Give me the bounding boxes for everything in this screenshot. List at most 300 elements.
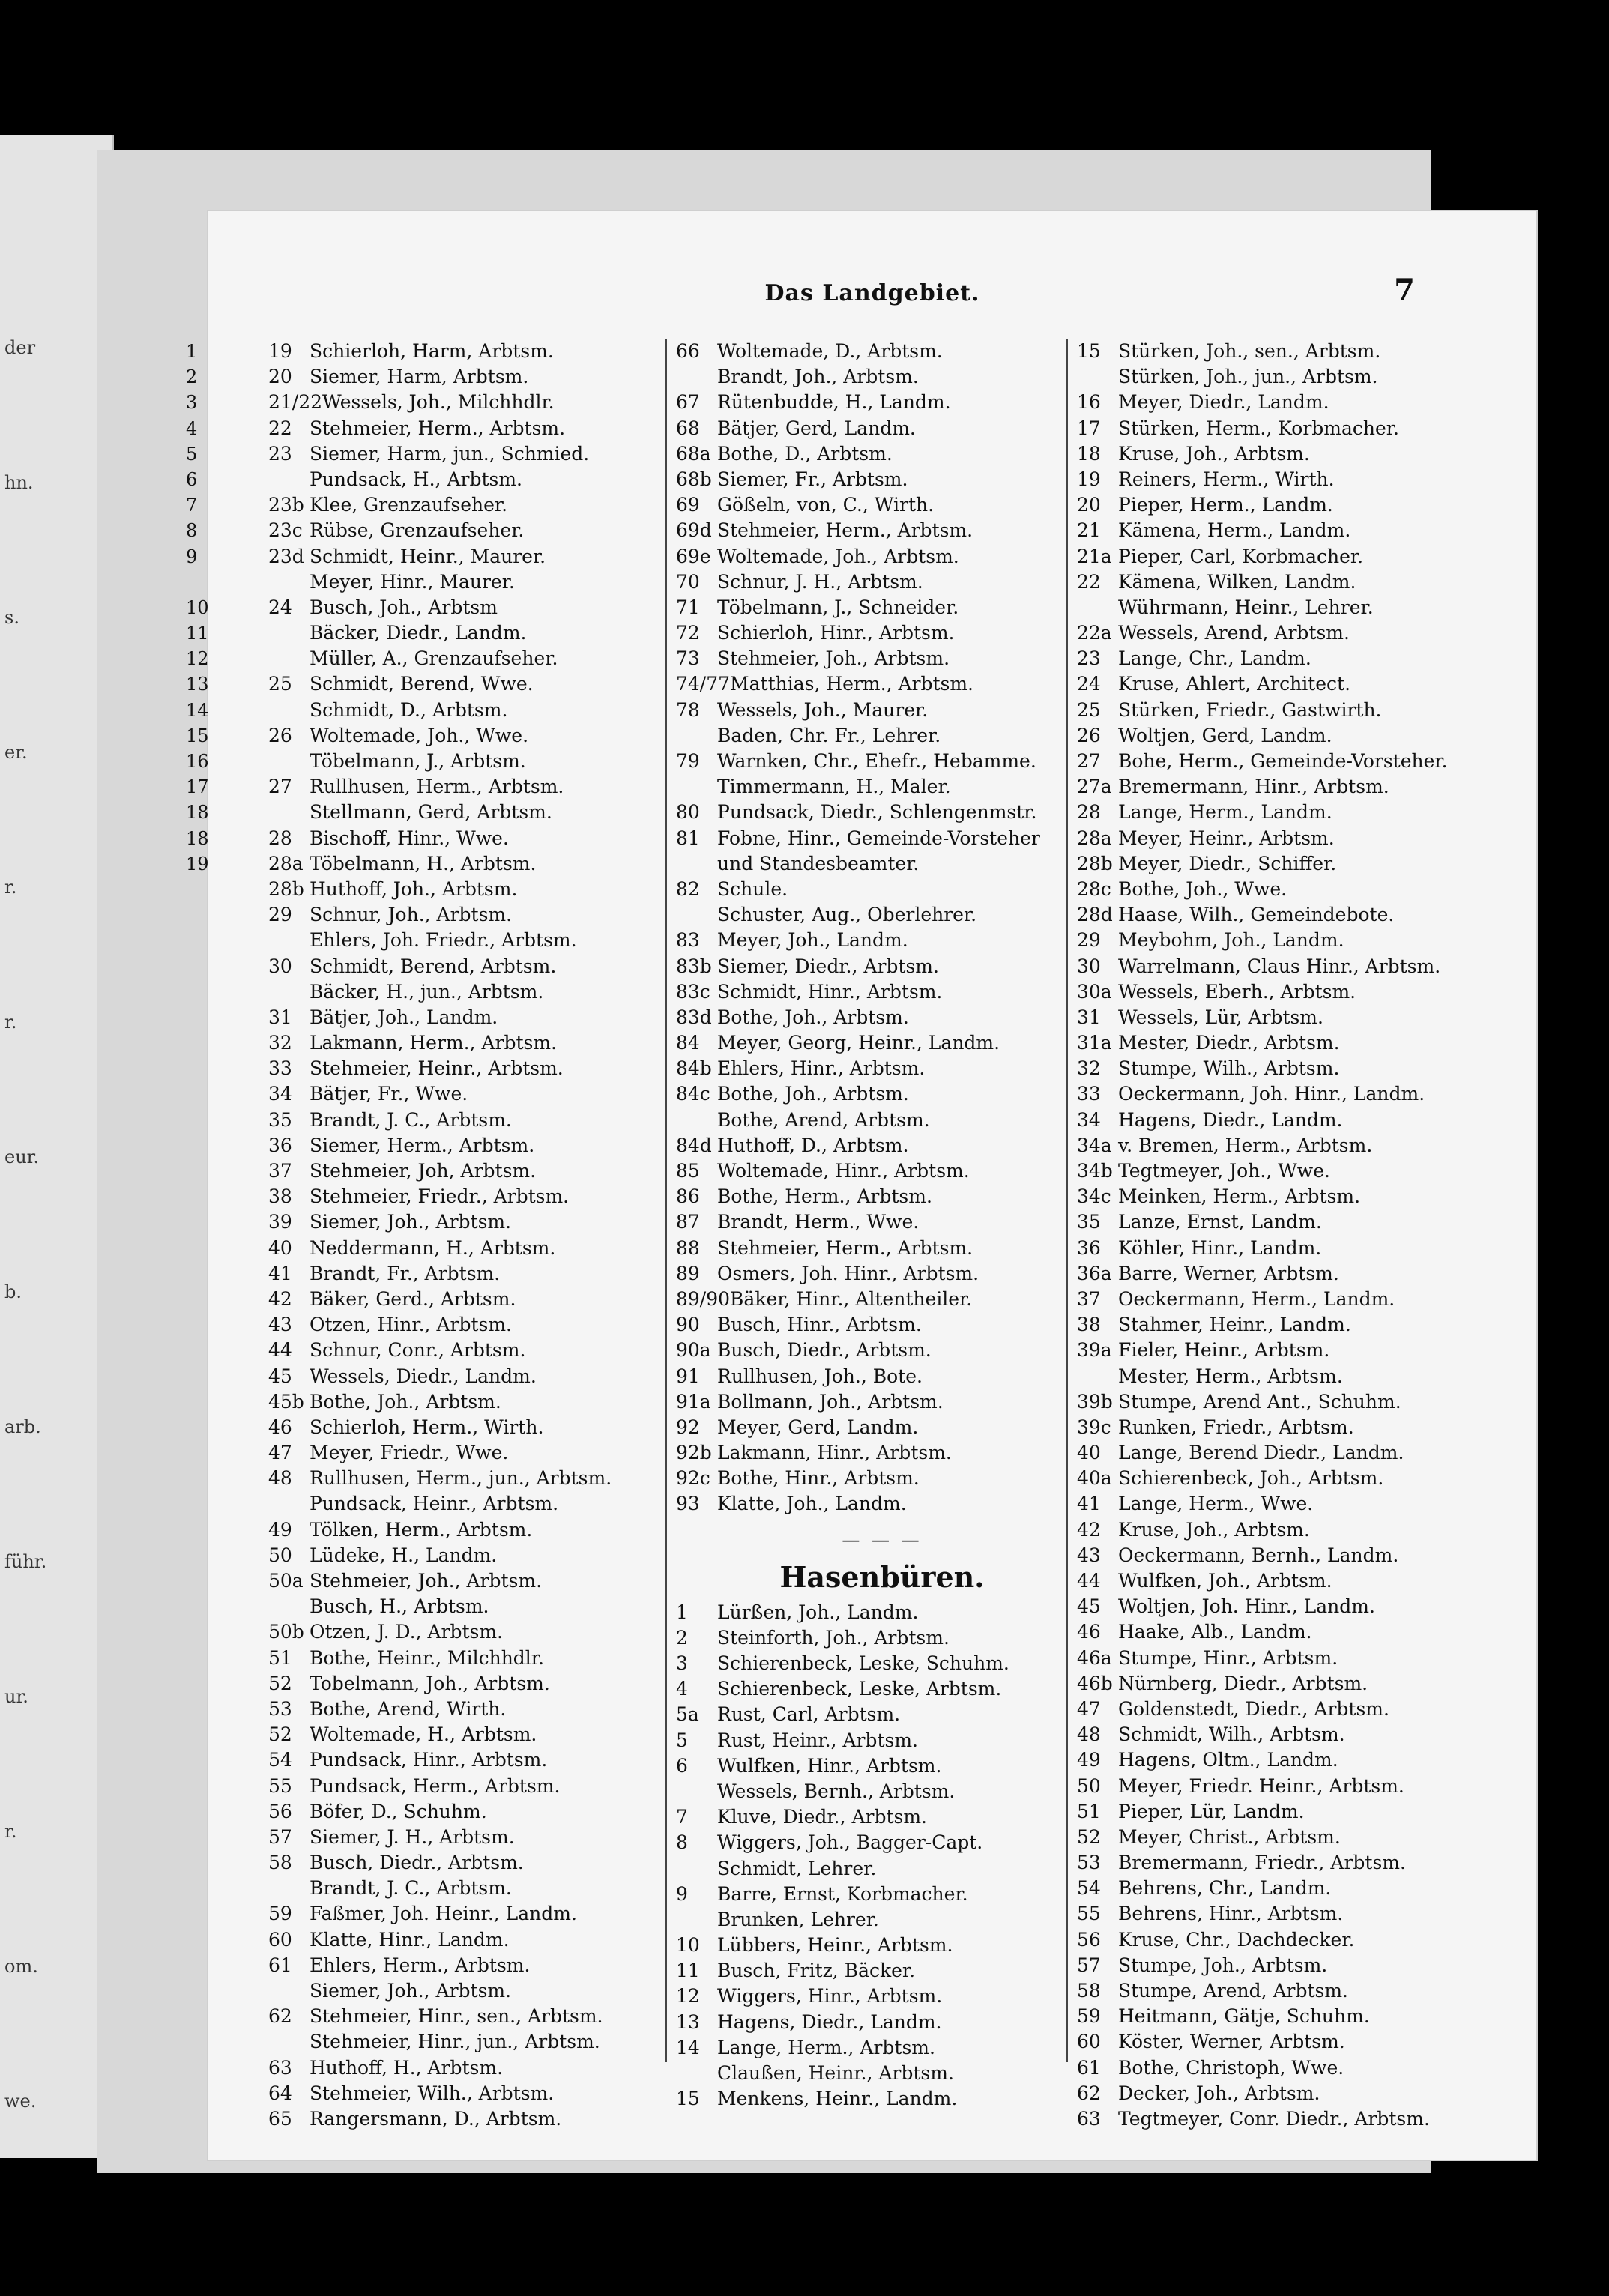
entry-text: Brandt, Fr., Arbtsm. xyxy=(310,1262,501,1284)
entry-row xyxy=(1077,1825,1497,1850)
entry-number: 20 xyxy=(268,366,292,388)
entry-row xyxy=(676,1056,1088,1081)
entry-text: Schierenbeck, Leske, Schuhm. xyxy=(717,1652,1009,1674)
entry-row xyxy=(1077,1619,1497,1645)
entry-number: 31 xyxy=(1077,1006,1101,1028)
entry-row xyxy=(268,1261,710,1287)
entry-text: Bäker, Gerd., Arbtsm. xyxy=(310,1287,516,1310)
entry-number: 37 xyxy=(1077,1287,1101,1310)
entry-number: 86 xyxy=(676,1185,700,1208)
entry-number: 92c xyxy=(676,1467,710,1490)
margin-number: 12 xyxy=(186,648,209,670)
entry-number: 88 xyxy=(676,1236,700,1259)
entry-number: 28c xyxy=(1077,877,1111,900)
entry-row xyxy=(1077,1850,1497,1876)
margin-number: 18 xyxy=(186,802,209,824)
entry-number: 23 xyxy=(1077,647,1101,670)
entry-row xyxy=(268,492,710,518)
entry-number: 69e xyxy=(676,545,711,567)
left-page-fragment: om. xyxy=(4,1956,38,1977)
entry-row xyxy=(676,698,1088,723)
entry-row xyxy=(676,620,1088,646)
margin-number: 3 xyxy=(186,392,198,414)
entry-text: Bothe, Joh., Arbtsm. xyxy=(717,1006,909,1028)
entry-text: Schierloh, Herm., Wirth. xyxy=(310,1416,544,1438)
entry-text: Huthoff, Joh., Arbtsm. xyxy=(310,877,518,900)
entry-row xyxy=(1077,339,1497,364)
entry-text: Lange, Chr., Landm. xyxy=(1118,647,1311,670)
entry-text: Rütenbudde, H., Landm. xyxy=(717,391,951,414)
entry-text: Woltemade, Hinr., Arbtsm. xyxy=(717,1160,970,1182)
entry-row xyxy=(268,1953,710,1978)
entry-text: Stürken, Joh., sen., Arbtsm. xyxy=(1118,340,1381,362)
entry-number: 79 xyxy=(676,750,700,772)
entry-text: Lürßen, Joh., Landm. xyxy=(717,1601,919,1623)
entry-row xyxy=(268,1081,710,1107)
running-title: Das Landgebiet. xyxy=(764,280,980,306)
entry-text: Lanze, Ernst, Landm. xyxy=(1118,1211,1322,1233)
entry-number: 68 xyxy=(676,417,700,439)
entry-row xyxy=(676,339,1088,364)
entry-text: Faßmer, Joh. Heinr., Landm. xyxy=(310,1903,577,1925)
entry-number: 43 xyxy=(268,1314,292,1336)
entry-number: 92b xyxy=(676,1442,712,1464)
entry-text: Siemer, Harm, Arbtsm. xyxy=(310,366,529,388)
entry-number: 35 xyxy=(1077,1211,1101,1233)
entry-text: Meinken, Herm., Arbtsm. xyxy=(1118,1185,1361,1208)
entry-text: Busch, Diedr., Arbtsm. xyxy=(310,1852,524,1874)
margin-number: 2 xyxy=(186,366,198,388)
entry-row xyxy=(1077,826,1497,851)
entry-row xyxy=(1077,774,1497,800)
entry-number: 61 xyxy=(1077,2056,1101,2079)
entry-text: Woltemade, Joh., Arbtsm. xyxy=(717,545,959,567)
entry-text: Bollmann, Joh., Arbtsm. xyxy=(717,1390,944,1413)
entry-text: Bischoff, Hinr., Wwe. xyxy=(310,827,509,849)
entry-text: Meyer, Hinr., Maurer. xyxy=(310,570,515,593)
entry-row xyxy=(676,1338,1088,1363)
entry-row xyxy=(1077,2004,1497,2029)
margin-number: 7 xyxy=(186,495,198,516)
entry-text: Busch, H., Arbtsm. xyxy=(310,1595,489,1618)
entry-number: 1 xyxy=(676,1601,688,1623)
entry-number: 13 xyxy=(676,2010,700,2033)
entry-row xyxy=(268,826,710,851)
entry-text: Schmidt, Heinr., Maurer. xyxy=(310,545,546,567)
entry-text: Köhler, Hinr., Landm. xyxy=(1118,1236,1322,1259)
entry-text: Warnken, Chr., Ehefr., Hebamme. xyxy=(717,750,1036,772)
entry-text: Brandt, J. C., Arbtsm. xyxy=(310,1877,512,1900)
entry-number: 46 xyxy=(268,1416,292,1438)
entry-row xyxy=(268,1978,710,2004)
entry-row xyxy=(1077,2055,1497,2081)
entry-number: 50b xyxy=(268,1621,304,1643)
entry-number: 22 xyxy=(268,417,292,439)
entry-row xyxy=(676,570,1088,595)
entry-row xyxy=(676,390,1088,415)
entry-text: Bothe, Joh., Arbtsm. xyxy=(310,1390,501,1413)
entry-number: 5 xyxy=(676,1729,688,1751)
ornament-divider: — — — xyxy=(842,1529,923,1550)
entry-text: Otzen, J. D., Arbtsm. xyxy=(310,1621,504,1643)
entry-number: 84 xyxy=(676,1032,700,1054)
entry-number: 91a xyxy=(676,1390,711,1413)
entry-text: Bätjer, Fr., Wwe. xyxy=(310,1083,468,1105)
entry-row xyxy=(1077,2081,1497,2106)
entry-text: Rullhusen, Herm., jun., Arbtsm. xyxy=(310,1467,612,1490)
entry-number: 42 xyxy=(1077,1518,1101,1541)
entry-number: 87 xyxy=(676,1211,700,1233)
entry-row xyxy=(268,1825,710,1850)
entry-text: Huthoff, D., Arbtsm. xyxy=(717,1134,909,1156)
entry-text: Pundsack, H., Arbtsm. xyxy=(310,468,522,490)
entry-text: Wührmann, Heinr., Lehrer. xyxy=(1118,596,1374,618)
entry-number: 24 xyxy=(1077,673,1101,695)
entry-text: Rullhusen, Herm., Arbtsm. xyxy=(310,776,564,798)
entry-number: 59 xyxy=(1077,2005,1101,2028)
entry-text: Pundsack, Diedr., Schlengenmstr. xyxy=(717,801,1037,824)
entry-text: Siemer, Harm, jun., Schmied. xyxy=(310,442,590,465)
entry-row xyxy=(268,1901,710,1927)
entry-text: Schierloh, Harm, Arbtsm. xyxy=(310,340,554,362)
entry-row xyxy=(268,339,710,364)
left-page-fragment: der xyxy=(4,337,36,358)
entry-text: Hagens, Diedr., Landm. xyxy=(1118,1108,1343,1131)
entry-text: Schierenbeck, Joh., Arbtsm. xyxy=(1118,1467,1384,1490)
entry-row xyxy=(268,979,710,1005)
entry-text: Stürken, Friedr., Gastwirth. xyxy=(1118,698,1382,721)
entry-text: Brandt, J. C., Arbtsm. xyxy=(310,1108,512,1131)
entry-row xyxy=(268,1415,710,1440)
entry-row xyxy=(1077,467,1497,492)
entry-text: Töbelmann, J., Arbtsm. xyxy=(310,750,526,772)
entry-row xyxy=(268,877,710,902)
entry-text: Kluve, Diedr., Arbtsm. xyxy=(717,1806,928,1828)
entry-text: Bätjer, Joh., Landm. xyxy=(310,1006,498,1028)
entry-text: Oeckermann, Bernh., Landm. xyxy=(1118,1544,1399,1566)
entry-row xyxy=(676,1856,1088,1882)
entry-text: Kämena, Wilken, Landm. xyxy=(1118,570,1356,593)
entry-number: 58 xyxy=(1077,1980,1101,2002)
entry-row xyxy=(1077,698,1497,723)
entry-number: 30a xyxy=(1077,980,1112,1003)
entry-number: 73 xyxy=(676,647,700,670)
entry-row xyxy=(676,364,1088,390)
entry-row xyxy=(676,954,1088,979)
entry-text: Goldenstedt, Diedr., Arbtsm. xyxy=(1118,1697,1389,1720)
entry-row xyxy=(268,1543,710,1568)
entry-text: Behrens, Chr., Landm. xyxy=(1118,1877,1332,1900)
entry-row xyxy=(1077,441,1497,467)
entry-text: Lange, Herm., Landm. xyxy=(1118,801,1332,824)
entry-number: 29 xyxy=(268,904,292,926)
entry-text: Hagens, Oltm., Landm. xyxy=(1118,1749,1338,1771)
margin-number: 6 xyxy=(186,468,198,490)
margin-number: 19 xyxy=(186,853,209,874)
entry-row xyxy=(268,1876,710,1901)
entry-text: Böfer, D., Schuhm. xyxy=(310,1800,487,1822)
entry-number: 23b xyxy=(268,494,304,516)
entry-number: 48 xyxy=(1077,1723,1101,1746)
entry-number: 22 xyxy=(1077,570,1101,593)
entry-number: 44 xyxy=(1077,1570,1101,1592)
entry-row xyxy=(268,1722,710,1747)
entry-row xyxy=(1077,2106,1497,2132)
entry-number: 18 xyxy=(1077,442,1101,465)
entry-row xyxy=(1077,1697,1497,1722)
entry-text: Siemer, Diedr., Arbtsm. xyxy=(717,955,939,977)
entry-text: Busch, Joh., Arbtsm xyxy=(310,596,498,618)
entry-number: 43 xyxy=(1077,1544,1101,1566)
left-page-fragment: s. xyxy=(4,607,19,628)
entry-number: 52 xyxy=(268,1672,292,1694)
entry-number: 56 xyxy=(1077,1928,1101,1951)
entry-row xyxy=(1077,570,1497,595)
entry-text: Stumpe, Arend, Arbtsm. xyxy=(1118,1980,1349,2002)
entry-row xyxy=(1077,1236,1497,1261)
entry-text: Wessels, Arend, Arbtsm. xyxy=(1118,622,1350,644)
entry-row xyxy=(268,1338,710,1363)
entry-text: Schule. xyxy=(717,877,788,900)
entry-text: Meybohm, Joh., Landm. xyxy=(1118,929,1344,952)
entry-number: 68a xyxy=(676,442,711,465)
entry-number: 85 xyxy=(676,1160,700,1182)
entry-text: Oeckermann, Joh. Hinr., Landm. xyxy=(1118,1083,1425,1105)
entry-row xyxy=(1077,1978,1497,2004)
entry-number: 68b xyxy=(676,468,712,490)
entry-text: Brandt, Herm., Wwe. xyxy=(717,1211,920,1233)
entry-text: Kruse, Chr., Dachdecker. xyxy=(1118,1928,1355,1951)
entry-number: 63 xyxy=(268,2056,292,2079)
entry-row xyxy=(268,1491,710,1517)
entry-number: 39b xyxy=(1077,1390,1113,1413)
entry-row xyxy=(1077,800,1497,825)
entry-text: Klatte, Hinr., Landm. xyxy=(310,1928,510,1951)
left-page-fragment: eur. xyxy=(4,1147,40,1167)
entry-number: 52 xyxy=(1077,1825,1101,1848)
entry-text: Kruse, Joh., Arbtsm. xyxy=(1118,442,1310,465)
entry-row xyxy=(1077,595,1497,620)
entry-text: Meyer, Georg, Heinr., Landm. xyxy=(717,1032,1000,1054)
entry-row xyxy=(676,1907,1088,1933)
entry-text: Fobne, Hinr., Gemeinde-Vorsteher xyxy=(717,827,1040,849)
entry-text: Bäcker, H., jun., Arbtsm. xyxy=(310,980,544,1003)
margin-number: 1 xyxy=(186,341,198,362)
entry-text: Otzen, Hinr., Arbtsm. xyxy=(310,1314,512,1336)
entry-text: Tegtmeyer, Joh., Wwe. xyxy=(1118,1160,1330,1182)
entry-text: Woltemade, Joh., Wwe. xyxy=(310,724,529,746)
entry-row xyxy=(268,1619,710,1645)
entry-text: Pundsack, Heinr., Arbtsm. xyxy=(310,1493,559,1515)
entry-text: Meyer, Gerd, Landm. xyxy=(717,1416,919,1438)
entry-row xyxy=(268,902,710,928)
entry-number: 60 xyxy=(268,1928,292,1951)
entry-number: 38 xyxy=(268,1185,292,1208)
entry-row xyxy=(1077,723,1497,749)
entry-number: 55 xyxy=(268,1774,292,1797)
entry-number: 35 xyxy=(268,1108,292,1131)
left-page-fragment: r. xyxy=(4,1012,17,1033)
entry-text: Meyer, Joh., Landm. xyxy=(717,929,908,952)
entry-text: Siemer, Joh., Arbtsm. xyxy=(310,1980,512,2002)
margin-number: 17 xyxy=(186,776,209,798)
entry-row xyxy=(268,364,710,390)
entry-row xyxy=(268,1568,710,1594)
entry-row xyxy=(1077,1108,1497,1133)
entry-text: Pundsack, Herm., Arbtsm. xyxy=(310,1774,561,1797)
entry-row xyxy=(268,1184,710,1209)
entry-row xyxy=(1077,1517,1497,1543)
entry-row xyxy=(1077,1030,1497,1056)
entry-number: 69 xyxy=(676,494,700,516)
entry-row xyxy=(676,1005,1088,1030)
entry-row xyxy=(268,570,710,595)
entry-number: 49 xyxy=(1077,1749,1101,1771)
entry-row xyxy=(1077,544,1497,570)
entry-text: Stehmeier, Joh, Arbtsm. xyxy=(310,1160,537,1182)
entry-text: Woltjen, Joh. Hinr., Landm. xyxy=(1118,1595,1375,1618)
entry-text: Baden, Chr. Fr., Lehrer. xyxy=(717,724,941,746)
entry-number: 34 xyxy=(268,1083,292,1105)
entry-text: Timmermann, H., Maler. xyxy=(717,776,951,798)
entry-text: Rangersmann, D., Arbtsm. xyxy=(310,2107,562,2130)
entry-number: 93 xyxy=(676,1493,700,1515)
entry-text: Brunken, Lehrer. xyxy=(717,1908,879,1930)
column-2-list xyxy=(676,339,1088,1517)
entry-number: 55 xyxy=(1077,1903,1101,1925)
entry-text: Wessels, Joh., Milchhdlr. xyxy=(322,391,555,414)
entry-number: 66 xyxy=(676,340,700,362)
entry-row xyxy=(676,928,1088,953)
column-2 xyxy=(665,339,1088,2110)
entry-number: 23 xyxy=(268,442,292,465)
entry-text: Neddermann, H., Arbtsm. xyxy=(310,1236,556,1259)
entry-text: Barre, Ernst, Korbmacher. xyxy=(717,1882,968,1905)
entry-row xyxy=(676,2010,1088,2035)
entry-text: Stumpe, Joh., Arbtsm. xyxy=(1118,1954,1328,1976)
entry-text: Klatte, Joh., Landm. xyxy=(717,1493,907,1515)
entry-row xyxy=(676,979,1088,1005)
entry-number: 74/77 xyxy=(676,673,731,695)
entry-text: Lübbers, Heinr., Arbtsm. xyxy=(717,1934,953,1957)
entry-number: 23c xyxy=(268,519,303,542)
entry-number: 26 xyxy=(268,724,292,746)
entry-number: 31a xyxy=(1077,1032,1112,1054)
entry-text: Busch, Hinr., Arbtsm. xyxy=(717,1314,922,1336)
left-page-fragment: b. xyxy=(4,1281,22,1302)
entry-number: 53 xyxy=(268,1697,292,1720)
entry-number: 53 xyxy=(1077,1852,1101,1874)
entry-number: 40 xyxy=(1077,1442,1101,1464)
entry-row xyxy=(1077,1568,1497,1594)
entry-row xyxy=(676,749,1088,774)
entry-number: 41 xyxy=(268,1262,292,1284)
margin-number: 14 xyxy=(186,699,209,721)
entry-number: 64 xyxy=(268,2082,292,2104)
entry-text: Meyer, Heinr., Arbtsm. xyxy=(1118,827,1335,849)
entry-number: 61 xyxy=(268,1954,292,1976)
entry-row xyxy=(268,774,710,800)
entry-row xyxy=(676,1364,1088,1389)
entry-row xyxy=(676,1882,1088,1907)
entry-number: 29 xyxy=(1077,929,1101,952)
entry-row xyxy=(1077,671,1497,697)
entry-number: 36 xyxy=(268,1134,292,1156)
entry-text: Stürken, Herm., Korbmacher. xyxy=(1118,417,1399,439)
entry-row xyxy=(676,1133,1088,1158)
entry-row xyxy=(676,518,1088,543)
entry-row xyxy=(268,1287,710,1312)
entry-number: 47 xyxy=(268,1442,292,1464)
entry-number: 46a xyxy=(1077,1646,1112,1669)
entry-text: Schnur, Joh., Arbtsm. xyxy=(310,904,513,926)
entry-number: 10 xyxy=(676,1934,700,1957)
entry-text: Pundsack, Hinr., Arbtsm. xyxy=(310,1749,548,1771)
entry-text: Stehmeier, Heinr., Arbtsm. xyxy=(310,1057,564,1080)
entry-text: Lüdeke, H., Landm. xyxy=(310,1544,498,1566)
entry-text: Bothe, Arend, Wirth. xyxy=(310,1697,507,1720)
entry-row xyxy=(268,1364,710,1389)
entry-text: Wiggers, Joh., Bagger-Capt. xyxy=(717,1831,983,1854)
entry-row xyxy=(676,1491,1088,1517)
entry-number: 63 xyxy=(1077,2107,1101,2130)
entry-row xyxy=(268,928,710,953)
entry-row xyxy=(1077,492,1497,518)
entry-row xyxy=(676,1651,1088,1676)
column-3 xyxy=(1066,339,1497,2130)
left-page-fragment: er. xyxy=(4,742,28,763)
entry-number: 54 xyxy=(268,1749,292,1771)
entry-number: 91 xyxy=(676,1365,700,1387)
entry-number: 70 xyxy=(676,570,700,593)
entry-text: Meyer, Friedr. Heinr., Arbtsm. xyxy=(1118,1774,1404,1797)
entry-text: Reiners, Herm., Wirth. xyxy=(1118,468,1335,490)
entry-text: Rust, Carl, Arbtsm. xyxy=(717,1703,901,1726)
entry-number: 45b xyxy=(268,1390,304,1413)
entry-number: 84d xyxy=(676,1134,712,1156)
entry-text: Bothe, Heinr., Milchhdlr. xyxy=(310,1646,544,1669)
entry-text: v. Bremen, Herm., Arbtsm. xyxy=(1118,1134,1373,1156)
entry-text: Wessels, Diedr., Landm. xyxy=(310,1365,537,1387)
entry-row xyxy=(676,1779,1088,1804)
entry-text: Woltemade, D., Arbtsm. xyxy=(717,340,943,362)
entry-number: 83d xyxy=(676,1006,712,1028)
entry-number: 71 xyxy=(676,596,700,618)
entry-text: Lakmann, Hinr., Arbtsm. xyxy=(717,1442,952,1464)
entry-row xyxy=(1077,620,1497,646)
column-2-section-list xyxy=(676,1600,1088,2112)
entry-number: 37 xyxy=(268,1160,292,1182)
entry-text: Menkens, Heinr., Landm. xyxy=(717,2088,958,2110)
entry-text: Warrelmann, Claus Hinr., Arbtsm. xyxy=(1118,955,1441,977)
entry-row xyxy=(268,954,710,979)
entry-text: Stehmeier, Joh., Arbtsm. xyxy=(717,647,950,670)
entry-row xyxy=(268,2029,710,2055)
entry-number: 28 xyxy=(1077,801,1101,824)
entry-text: Ehlers, Herm., Arbtsm. xyxy=(310,1954,531,1976)
entry-text: Osmers, Joh. Hinr., Arbtsm. xyxy=(717,1262,979,1284)
entry-row xyxy=(676,1158,1088,1184)
entry-number: 48 xyxy=(268,1467,292,1490)
entry-number: 80 xyxy=(676,801,700,824)
entry-number: 39a xyxy=(1077,1339,1112,1362)
entry-row xyxy=(268,698,710,723)
entry-row xyxy=(1077,2029,1497,2055)
entry-number: 57 xyxy=(268,1825,292,1848)
entry-row xyxy=(676,1287,1088,1312)
entry-row xyxy=(1077,954,1497,979)
margin-number: 10 xyxy=(186,596,209,618)
